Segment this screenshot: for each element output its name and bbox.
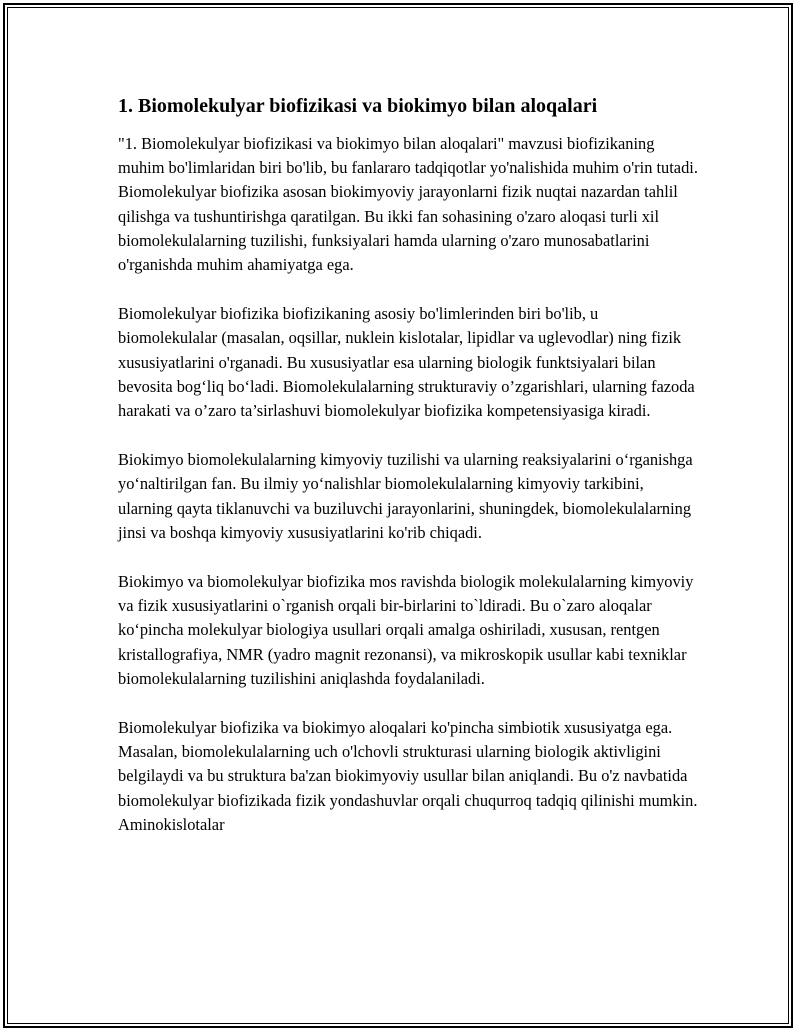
section-heading: 1. Biomolekulyar biofizikasi va biokimyo bilan aloqalari [118, 95, 598, 117]
paragraph-4: Biokimyo va biomolekulyar biofizika mos ravishda biologik molekulalarning kimyoviy va fizik xususiyatlarini o`rganish orqali bir-birlarini to`ldiradi. Bu o`zaro aloqalar ko‘pincha molekulyar biologiya usullari orqali amalga oshiriladi, xususan, rentgen kristallografiya, NMR (yadro magnit rezonansi), va mikroskopik usullar kabi texniklar biomolekulalarning tuzilishini aniqlashda foydalaniladi. [118, 572, 694, 688]
document-body [118, 92, 698, 862]
paragraph-5: Biomolekulyar biofizika va biokimyo aloqalari ko'pincha simbiotik xususiyatga ega. Masalan, biomolekulalarning uch o'lchovli strukturasi ularning biologik aktivligini belgilaydi va bu struktura ba'zan biokimyoviy usullar bilan aniqlandi. Bu o'z navbatida biomolekulyar biofizikada fizik yondashuvlar orqali chuqurroq tadqiq qilinishi mumkin. Aminokislotalar [118, 718, 698, 834]
paragraph-1: "1. Biomolekulyar biofizikasi va biokimyo bilan aloqalari" mavzusi biofizikaning muhim bo'limlaridan biri bo'lib, bu fanlararo tadqiqotlar yo'nalishida muhim o'rin tutadi. Biomolekulyar biofizika asosan biokimyoviy jarayonlarni fizik nuqtai nazardan tahlil qilishga va tushuntirishga qaratilgan. Bu ikki fan sohasining o'zaro aloqasi turli xil biomolekulalarning tuzilishi, funksiyalari hamda ularning o'zaro munosabatlarini o'rganishda muhim ahamiyatga ega. [118, 134, 698, 275]
paragraph-3: Biokimyo biomolekulalarning kimyoviy tuzilishi va ularning reaksiyalarini o‘rganishga yo‘naltirilgan fan. Bu ilmiy yo‘nalishlar biomolekulalarning kimyoviy tarkibini, ularning qayta tiklanuvchi va buziluvchi jarayonlarini, shuningdek, biomolekulalarning jinsi va boshqa kimyoviy xususiyatlarini ko'rib chiqadi. [118, 450, 693, 542]
paragraph-2: Biomolekulyar biofizika biofizikaning asosiy bo'limlerinden biri bo'lib, u biomolekulalar (masalan, oqsillar, nuklein kislotalar, lipidlar va uglevodlar) ning fizik xususiyatlarini o'rganadi. Bu xususiyatlar esa ularning biologik funktsiyalari bilan bevosita bog‘liq bo‘ladi. Biomolekulalarning strukturaviy o’zgarishlari, ularning fazoda harakati va o’zaro ta’sirlashuvi biomolekulyar biofizika kompetensiyasiga kiradi. [118, 304, 695, 421]
